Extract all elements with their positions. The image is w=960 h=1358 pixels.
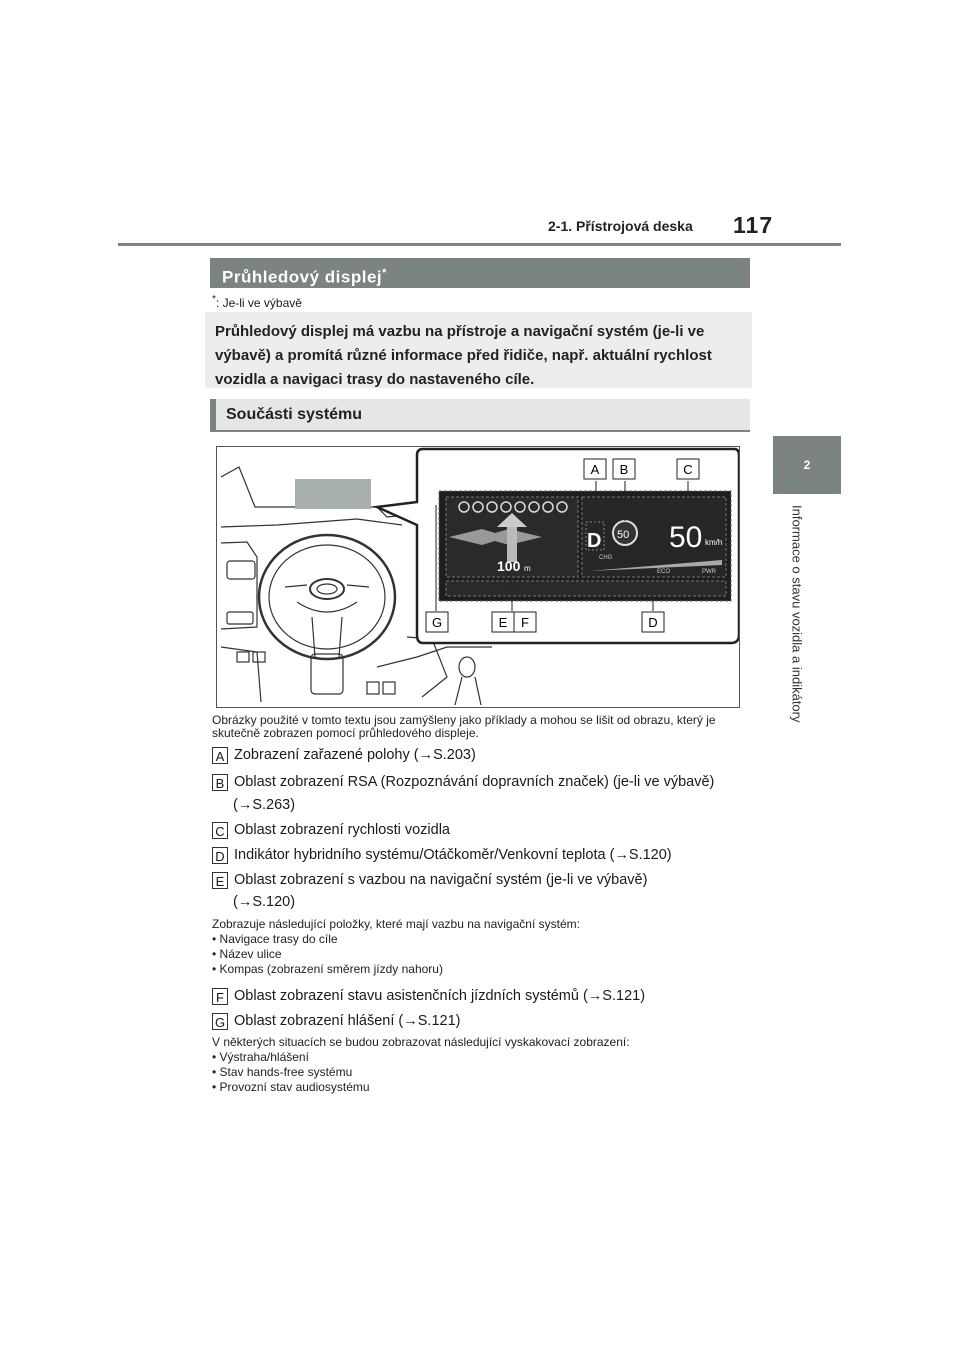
label-e: E	[498, 615, 508, 630]
item-text: Oblast zobrazení s vazbou na navigační systém (je-li ve výbavě)	[234, 872, 648, 888]
section-heading: 2-1. Přístrojová deska	[548, 218, 693, 234]
page-title: Průhledový displej	[222, 267, 383, 287]
hud-illustration	[217, 447, 739, 707]
item-label: G	[212, 1013, 228, 1030]
label-a: A	[590, 462, 600, 477]
item-text: Oblast zobrazení rychlosti vozidla	[234, 822, 450, 838]
distance-unit: m	[524, 564, 531, 573]
gauge-label-eco: ECO	[657, 569, 671, 575]
item-text: Indikátor hybridního systému/Otáčkoměr/Venkovní teplota (→S.120)	[234, 847, 672, 863]
page-number: 117	[733, 212, 774, 238]
hud-figure	[216, 446, 740, 708]
e-note-bullet: • Navigace trasy do cíle	[212, 932, 338, 946]
item-continuation: (→S.263)	[233, 797, 296, 813]
speed-unit: km/h	[705, 538, 723, 547]
title-bar	[210, 258, 750, 288]
list-item	[212, 747, 476, 764]
item-text: Zobrazení zařazené polohy (→S.203)	[234, 747, 476, 763]
header-divider	[118, 243, 841, 246]
label-g: G	[431, 615, 443, 630]
list-item	[212, 872, 647, 889]
distance-value: 100	[497, 558, 521, 574]
item-label: B	[212, 774, 228, 791]
g-note-bullet: • Výstraha/hlášení	[212, 1050, 309, 1064]
g-note-intro: V některých situacích se budou zobrazovat následující vyskakovací zobrazení:	[212, 1035, 630, 1049]
list-item	[212, 847, 672, 864]
message-area	[446, 581, 726, 596]
gauge-label-pwr: PWR	[702, 569, 716, 575]
e-note-intro: Zobrazuje následující položky, které mají vazbu na navigační systém:	[212, 917, 580, 931]
hud-display	[439, 491, 731, 601]
speed-value: 50	[669, 521, 703, 554]
subheading: Součásti systému	[210, 399, 750, 432]
item-text: Oblast zobrazení RSA (Rozpoznávání dopravních značek) (je-li ve výbavě)	[234, 774, 715, 790]
label-b: B	[619, 462, 629, 477]
list-item	[212, 822, 450, 839]
gear-indicator: D	[587, 530, 602, 552]
g-note-bullet: • Provozní stav audiosystému	[212, 1080, 370, 1094]
item-text: Oblast zobrazení stavu asistenčních jízdních systémů (→S.121)	[234, 988, 646, 1004]
chapter-side-title	[788, 505, 806, 765]
item-label: E	[212, 872, 228, 889]
list-item	[212, 1013, 460, 1030]
item-label: F	[212, 988, 228, 1005]
footnote	[212, 294, 302, 310]
projection-area	[295, 479, 371, 509]
label-c: C	[683, 462, 693, 477]
intro-box: Průhledový displej má vazbu na přístroje a navigační systém (je-li ve výbavě) a promítá různé informace před řidiče, např. aktuální rychlost vozidla a navigaci trasy do nastaveného cíle.	[205, 312, 752, 388]
item-label: A	[212, 747, 228, 764]
item-continuation: (→S.120)	[233, 894, 296, 910]
chapter-tab[interactable]: 2	[773, 436, 841, 494]
figure-note: Obrázky použité v tomto textu jsou zamýšleny jako příklady a mohou se lišit od obrazu, který je skutečně zobrazen pomocí průhledového displeje.	[212, 713, 716, 740]
sign-speed: 50	[617, 529, 630, 541]
title-asterisk: *	[382, 267, 387, 279]
item-label: C	[212, 822, 228, 839]
item-text: Oblast zobrazení hlášení (→S.121)	[234, 1013, 461, 1029]
footnote-text: : Je-li ve výbavě	[215, 296, 302, 310]
item-label: D	[212, 847, 228, 864]
e-note-bullet: • Název ulice	[212, 947, 282, 961]
label-f: F	[521, 615, 529, 630]
g-note-bullet: • Stav hands-free systému	[212, 1065, 353, 1079]
footnote-mark: *	[212, 294, 216, 305]
gauge-label-chg: CHG	[599, 555, 613, 561]
list-item	[212, 988, 645, 1005]
e-note-bullet: • Kompas (zobrazení směrem jízdy nahoru)	[212, 962, 443, 976]
chapter-side-title-text: Informace o stavu vozidla a indikátory	[789, 505, 805, 723]
list-item	[212, 774, 714, 791]
label-d: D	[648, 615, 658, 630]
